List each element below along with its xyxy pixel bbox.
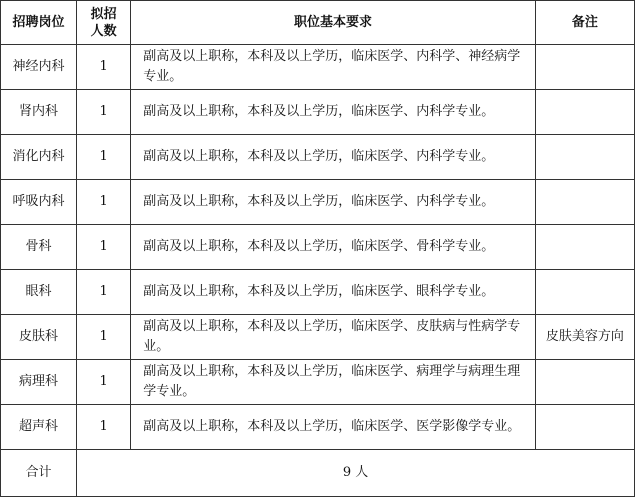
cell-count: 1 [77, 90, 131, 135]
cell-count: 1 [77, 135, 131, 180]
header-remarks: 备注 [535, 1, 634, 45]
cell-remark [535, 270, 634, 315]
total-value: 9 人 [77, 450, 635, 497]
cell-position: 肾内科 [1, 90, 77, 135]
cell-remark [535, 90, 634, 135]
table-header-row [1, 1, 635, 45]
cell-requirement: 副高及以上职称，本科及以上学历，临床医学、内科学专业。 [131, 180, 536, 225]
table-row [1, 90, 635, 135]
total-label: 合计 [1, 450, 77, 497]
total-row [1, 450, 635, 497]
header-requirements: 职位基本要求 [131, 1, 536, 45]
table-row [1, 45, 635, 90]
table-row [1, 135, 635, 180]
cell-remark [535, 45, 634, 90]
cell-requirement: 副高及以上职称，本科及以上学历，临床医学、眼科学专业。 [131, 270, 536, 315]
header-position: 招聘岗位 [1, 1, 77, 45]
cell-position: 呼吸内科 [1, 180, 77, 225]
cell-remark [535, 225, 634, 270]
table-row [1, 405, 635, 450]
cell-count: 1 [77, 360, 131, 405]
cell-requirement: 副高及以上职称，本科及以上学历，临床医学、病理学与病理生理学专业。 [131, 360, 536, 405]
table-row [1, 270, 635, 315]
cell-count: 1 [77, 225, 131, 270]
cell-remark [535, 180, 634, 225]
table-row [1, 180, 635, 225]
cell-remark [535, 405, 634, 450]
cell-position: 神经内科 [1, 45, 77, 90]
cell-position: 消化内科 [1, 135, 77, 180]
cell-requirement: 副高及以上职称，本科及以上学历，临床医学、骨科学专业。 [131, 225, 536, 270]
header-count [77, 1, 131, 45]
cell-requirement: 副高及以上职称，本科及以上学历，临床医学、内科学专业。 [131, 90, 536, 135]
cell-remark [535, 135, 634, 180]
cell-remark [535, 360, 634, 405]
table-row [1, 360, 635, 405]
cell-requirement: 副高及以上职称，本科及以上学历，临床医学、内科学专业。 [131, 135, 536, 180]
cell-requirement: 副高及以上职称，本科及以上学历，临床医学、内科学、神经病学专业。 [131, 45, 536, 90]
table-row [1, 225, 635, 270]
cell-position: 眼科 [1, 270, 77, 315]
header-count-line1: 拟招 [90, 6, 117, 22]
table-row [1, 315, 635, 360]
cell-remark: 皮肤美容方向 [535, 315, 634, 360]
cell-requirement: 副高及以上职称，本科及以上学历，临床医学、医学影像学专业。 [131, 405, 536, 450]
cell-position: 骨科 [1, 225, 77, 270]
header-count-line2: 人数 [90, 23, 117, 39]
cell-position: 病理科 [1, 360, 77, 405]
cell-position: 皮肤科 [1, 315, 77, 360]
cell-requirement: 副高及以上职称，本科及以上学历，临床医学、皮肤病与性病学专业。 [131, 315, 536, 360]
cell-position: 超声科 [1, 405, 77, 450]
cell-count: 1 [77, 45, 131, 90]
cell-count: 1 [77, 180, 131, 225]
cell-count: 1 [77, 315, 131, 360]
cell-count: 1 [77, 405, 131, 450]
cell-count: 1 [77, 270, 131, 315]
